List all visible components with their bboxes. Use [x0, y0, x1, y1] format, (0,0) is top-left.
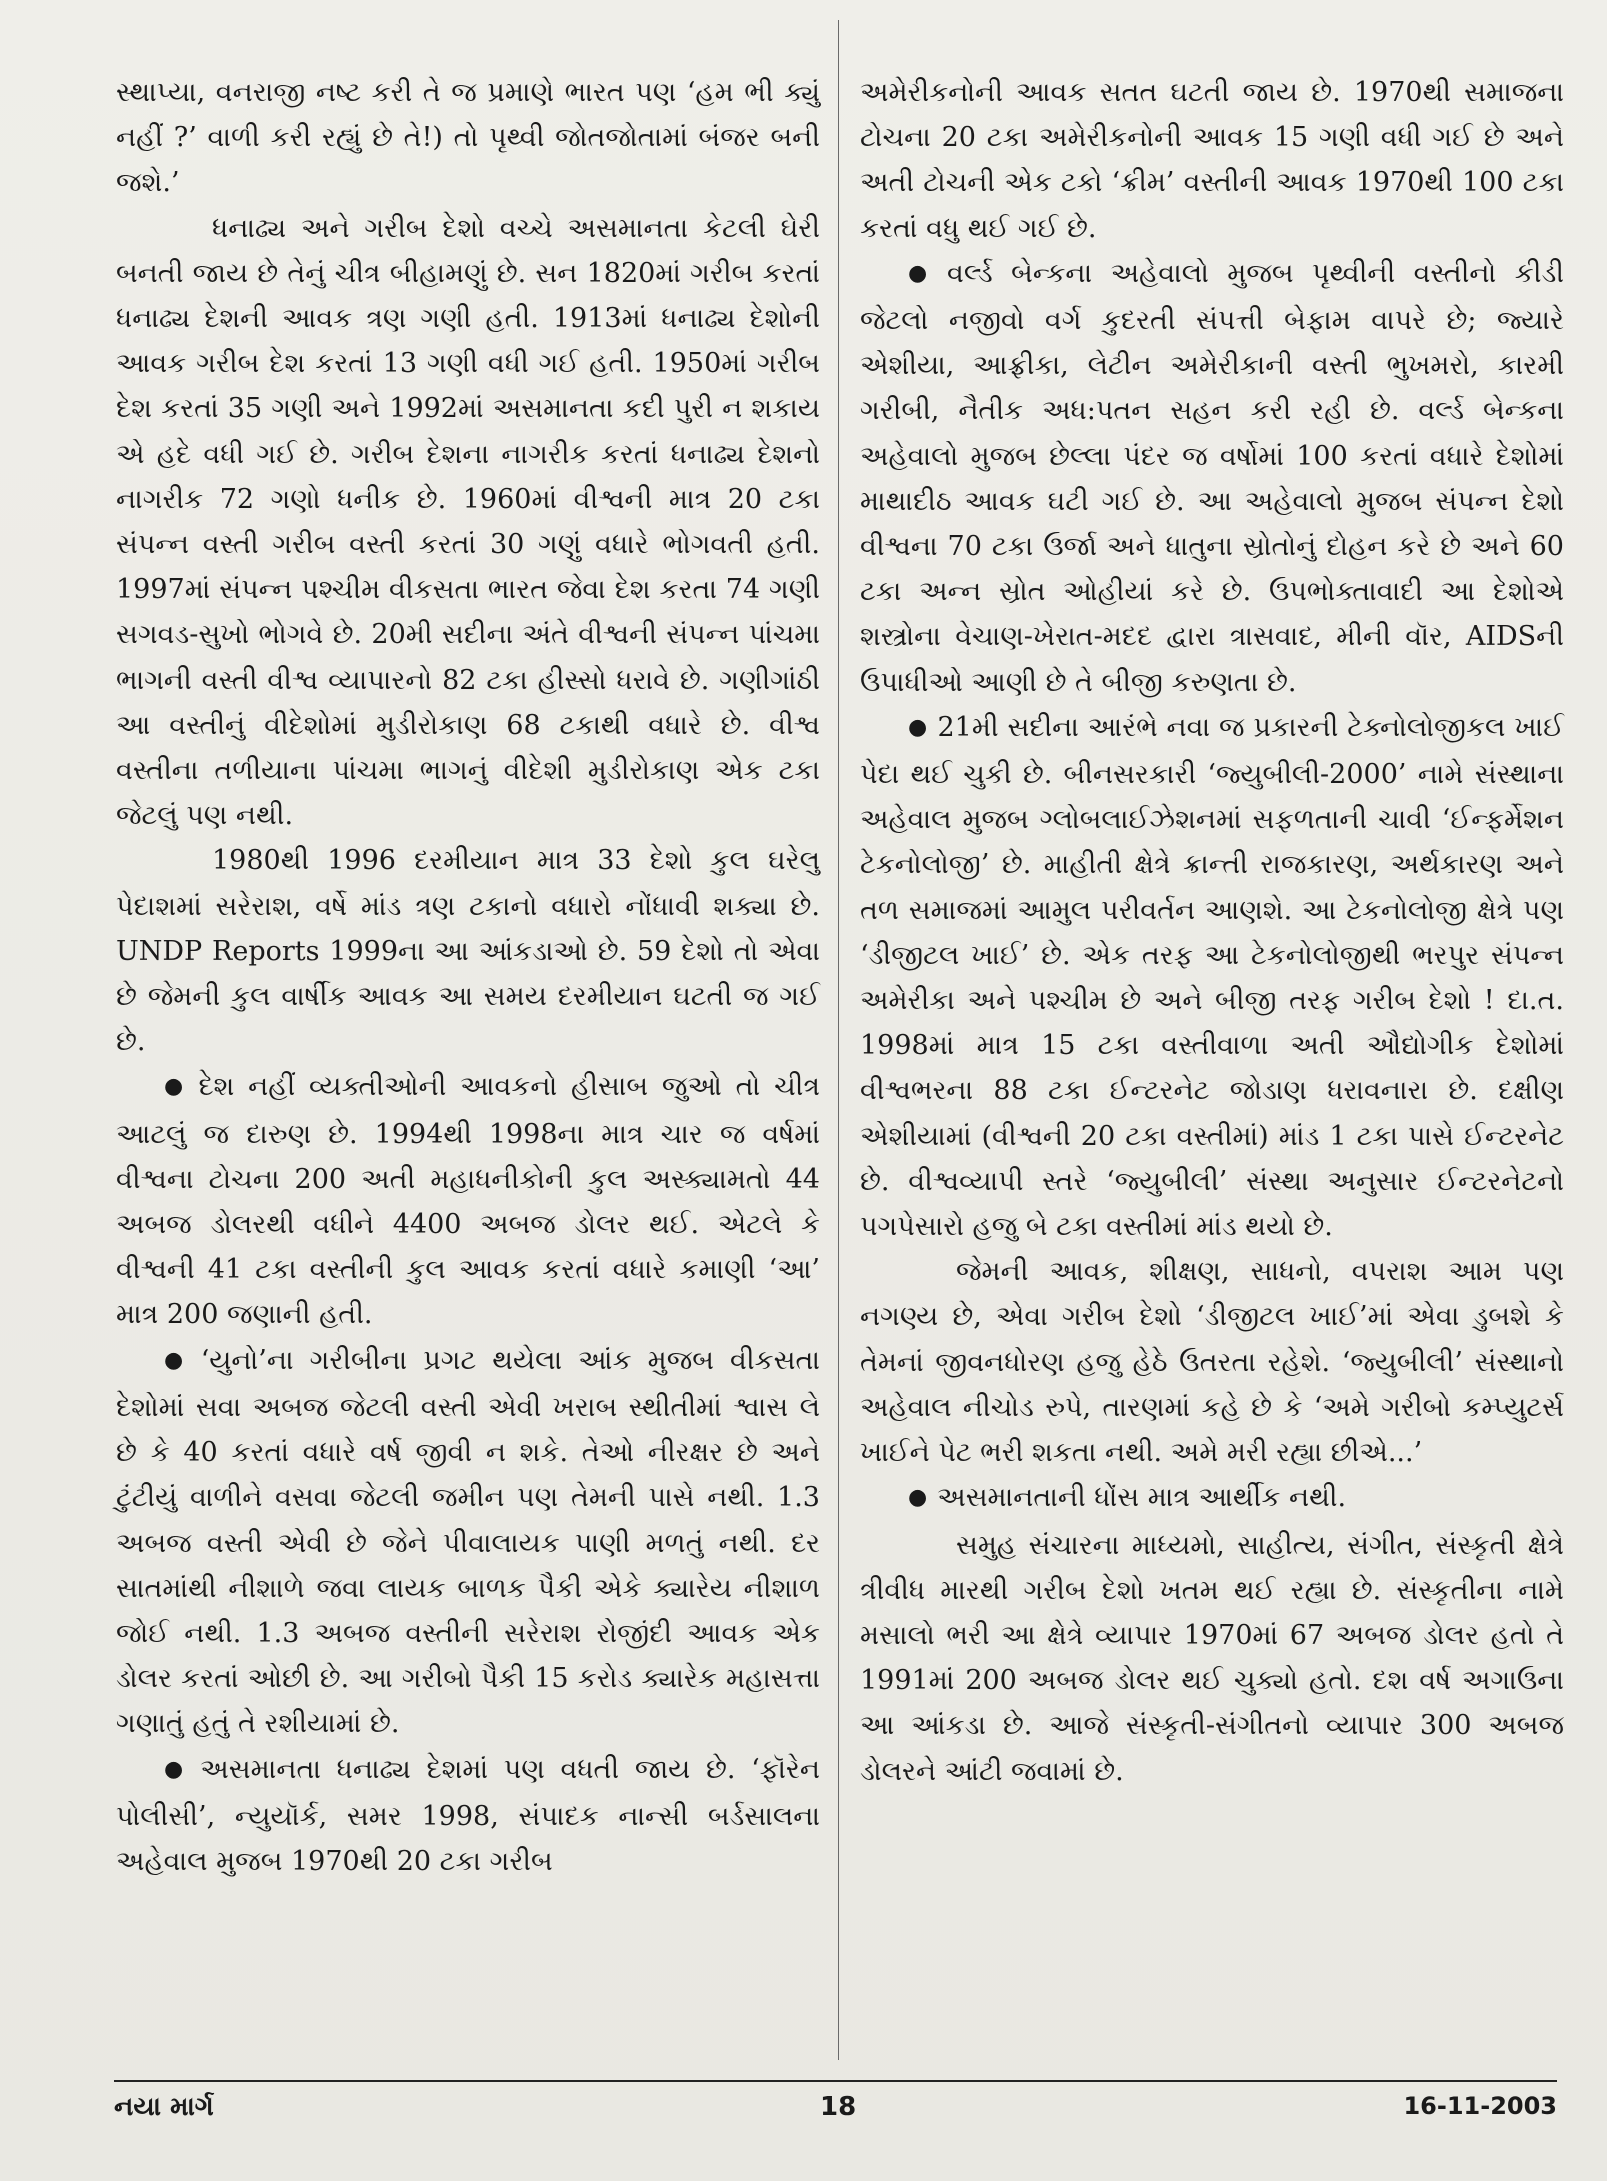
bullet-paragraph: ● અસમાનતા ધનાઢ્ય દેશમાં પણ વધતી જાય છે. ‘ફૉરેન પોલીસી’, ન્યુયૉર્ક, સમર 1998, સંપાદક નાન્સી બર્ડસાલના અહેવાલ મુજબ 1970થી 20 ટકા ગરીબ — [116, 1747, 820, 1885]
paragraph: સ્થાપ્યા, વનરાજી નષ્ટ કરી તે જ પ્રમાણે ભારત પણ ‘હમ ભી ક્યું નહીં ?’ વાળી કરી રહ્યું છે તે!) તો પૃથ્વી જોતજોતામાં બંજર બની જશે.’ — [116, 77, 820, 199]
bullet-paragraph: ● ‘યુનો’ના ગરીબીના પ્રગટ થયેલા આંક મુજબ વીકસતા દેશોમાં સવા અબજ જેટલી વસ્તી એવી ખરાબ સ્થીતીમાં શ્વાસ લે છે કે 40 કરતાં વધારે વર્ષ જીવી ન શકે. તેઓ નીરક્ષર છે અને ટુંટીયું વાળીને વસવા જેટલી જમીન પણ તેમની પાસે નથી. 1.3 અબજ વસ્તી એવી છે જેને પીવાલાયક પાણી મળતું નથી. દર સાતમાંથી નીશાળે જવા લાયક બાળક પૈકી એકે ક્યારેય નીશાળ જોઈ નથી. 1.3 અબજ વસ્તીની સરેરાશ રોજીંદી આવક એક ડોલર કરતાં ઓછી છે. આ ગરીબો પૈકી 15 કરોડ ક્યારેક મહાસત્તા ગણાતું હતું તે રશીયામાં છે. — [116, 1338, 820, 1747]
paragraph: ધનાઢ્ય અને ગરીબ દેશો વચ્ચે અસમાનતા કેટલી ઘેરી બનતી જાય છે તેનું ચીત્ર બીહામણું છે. સન 1820માં ગરીબ કરતાં ધનાઢ્ય દેશની આવક ત્રણ ગણી હતી. 1913માં ધનાઢ્ય દેશોની આવક ગરીબ દેશ કરતાં 13 ગણી વધી ગઈ હતી. 1950માં ગરીબ દેશ કરતાં 35 ગણી અને 1992માં અસમાનતા કદી પુરી ન શકાય એ હદે વધી ગઈ છે. ગરીબ દેશના નાગરીક કરતાં ધનાઢ્ય દેશનો નાગરીક 72 ગણો ધનીક છે. 1960માં વીશ્વની માત્ર 20 ટકા સંપન્ન વસ્તી ગરીબ વસ્તી કરતાં 30 ગણું વધારે ભોગવતી હતી. 1997માં સંપન્ન પશ્ચીમ વીકસતા ભારત જેવા દેશ કરતા 74 ગણી સગવડ-સુખો ભોગવે છે. 20મી સદીના અંતે વીશ્વની સંપન્ન પાંચમા ભાગની વસ્તી વીશ્વ વ્યાપારનો 82 ટકા હીસ્સો ધરાવે છે. ગણીગાંઠી આ વસ્તીનું વીદેશોમાં મુડીરોકાણ 68 ટકાથી વધારે છે. વીશ્વ વસ્તીના તળીયાના પાંચમા ભાગનું વીદેશી મુડીરોકાણ એક ટકા જેટલું પણ નથી. — [116, 212, 820, 832]
page-number: 18 — [820, 2092, 857, 2122]
paragraph: અમેરીકનોની આવક સતત ઘટતી જાય છે. 1970થી સમાજના ટોચના 20 ટકા અમેરીકનોની આવક 15 ગણી વધી ગઈ છે અને અતી ટોચની એક ટકો ‘ક્રીમ’ વસ્તીની આવક 1970થી 100 ટકા કરતાં વધુ થઈ ગઈ છે. — [860, 77, 1564, 244]
bullet-paragraph: ● દેશ નહીં વ્યક્તીઓની આવકનો હીસાબ જુઓ તો ચીત્ર આટલું જ દારુણ છે. 1994થી 1998ના માત્ર ચાર જ વર્ષમાં વીશ્વના ટોચના 200 અતી મહાધનીકોની કુલ અસ્ક્યામતો 44 અબજ ડોલરથી વધીને 4400 અબજ ડોલર થઈ. એટલે કે વીશ્વની 41 ટકા વસ્તીની કુલ આવક કરતાં વધારે કમાણી ‘આ’ માત્ર 200 જણાની હતી. — [116, 1064, 820, 1337]
column-divider — [838, 20, 839, 2060]
left-column — [116, 70, 820, 1884]
right-column — [860, 70, 1564, 1794]
paragraph: જેમની આવક, શીક્ષણ, સાધનો, વપરાશ આમ પણ નગણ્ય છે, એવા ગરીબ દેશો ‘ડીજીટલ ખાઈ’માં એવા ડુબશે કે તેમનાં જીવનધોરણ હજુ હેઠે ઉતરતા રહેશે. ‘જ્યુબીલી’ સંસ્થાનો અહેવાલ નીચોડ રુપે, તારણમાં કહે છે કે ‘અમે ગરીબો કમ્પ્યુટર્સ ખાઈને પેટ ભરી શકતા નથી. અમે મરી રહ્યા છીએ...’ — [860, 1256, 1564, 1469]
footer-rule — [114, 2080, 1557, 2082]
issue-date: 16-11-2003 — [1403, 2092, 1557, 2120]
bullet-paragraph: ● અસમાનતાની ધોંસ માત્ર આર્થીક નથી. — [860, 1475, 1564, 1522]
bullet-paragraph: ● 21મી સદીના આરંભે નવા જ પ્રકારની ટેક્નોલોજીકલ ખાઈ પેદા થઈ ચુકી છે. બીનસરકારી ‘જ્યુબીલી-2000’ નામે સંસ્થાના અહેવાલ મુજબ ગ્લોબલાઈઝેશનમાં સફળતાની ચાવી ‘ઈન્ફર્મેશન ટેકનોલોજી’ છે. માહીતી ક્ષેત્રે ક્રાન્તી રાજકારણ, અર્થકારણ અને તળ સમાજમાં આમુલ પરીવર્તન આણશે. આ ટેકનોલોજી ક્ષેત્રે પણ ‘ડીજીટલ ખાઈ’ છે. એક તરફ આ ટેકનોલોજીથી ભરપુર સંપન્ન અમેરીકા અને પશ્ચીમ છે અને બીજી તરફ ગરીબ દેશો ! દા.ત. 1998માં માત્ર 15 ટકા વસ્તીવાળા અતી ઔદ્યોગીક દેશોમાં વીશ્વભરના 88 ટકા ઈન્ટરનેટ જોડાણ ધરાવનારા છે. દક્ષીણ એશીયામાં (વીશ્વની 20 ટકા વસ્તીમાં) માંડ 1 ટકા પાસે ઈન્ટરનેટ છે. વીશ્વવ્યાપી સ્તરે ‘જ્યુબીલી’ સંસ્થા અનુસાર ઈન્ટરનેટનો પગપેસારો હજુ બે ટકા વસ્તીમાં માંડ થયો છે. — [860, 705, 1564, 1249]
page-footer — [114, 2092, 1557, 2132]
paragraph: 1980થી 1996 દરમીયાન માત્ર 33 દેશો કુલ ઘરેલુ પેદાશમાં સરેરાશ, વર્ષે માંડ ત્રણ ટકાનો વધારો નોંધાવી શક્યા છે. UNDP Reports 1999ના આ આંકડાઓ છે. 59 દેશો તો એવા છે જેમની કુલ વાર્ષીક આવક આ સમય દરમીયાન ઘટતી જ ગઈ છે. — [116, 845, 820, 1058]
publication-name: નયા માર્ગ — [114, 2092, 214, 2122]
bullet-paragraph: ● વર્લ્ડ બેન્કના અહેવાલો મુજબ પૃથ્વીની વસ્તીનો કીડી જેટલો નજીવો વર્ગ કુદરતી સંપત્તી બેફામ વાપરે છે; જ્યારે એશીયા, આફ્રીકા, લેટીન અમેરીકાની વસ્તી ભુખમરો, કારમી ગરીબી, નૈતીક અધ:પતન સહન કરી રહી છે. વર્લ્ડ બેન્કના અહેવાલો મુજબ છેલ્લા પંદર જ વર્ષોમાં 100 કરતાં વધારે દેશોમાં માથાદીઠ આવક ઘટી ગઈ છે. આ અહેવાલો મુજબ સંપન્ન દેશો વીશ્વના 70 ટકા ઉર્જા અને ધાતુના સ્રોતોનું દોહન કરે છે અને 60 ટકા અન્ન સ્રોત ઓહીયાં કરે છે. ઉપભોક્તાવાદી આ દેશોએ શસ્ત્રોના વેચાણ-ખેરાત-મદદ દ્વારા ત્રાસવાદ, મીની વૉર, AIDSની ઉપાધીઓ આણી છે તે બીજી કરુણતા છે. — [860, 251, 1564, 705]
paragraph: સમુહ સંચારના માધ્યમો, સાહીત્ય, સંગીત, સંસ્કૃતી ક્ષેત્રે ત્રીવીધ મારથી ગરીબ દેશો ખતમ થઈ રહ્યા છે. સંસ્કૃતીના નામે મસાલો ભરી આ ક્ષેત્રે વ્યાપાર 1970માં 67 અબજ ડોલર હતો તે 1991માં 200 અબજ ડોલર થઈ ચુક્યો હતો. દશ વર્ષ અગાઉના આ આંકડા છે. આજે સંસ્કૃતી-સંગીતનો વ્યાપાર 300 અબજ ડોલરને આંટી જવામાં છે. — [860, 1529, 1564, 1787]
